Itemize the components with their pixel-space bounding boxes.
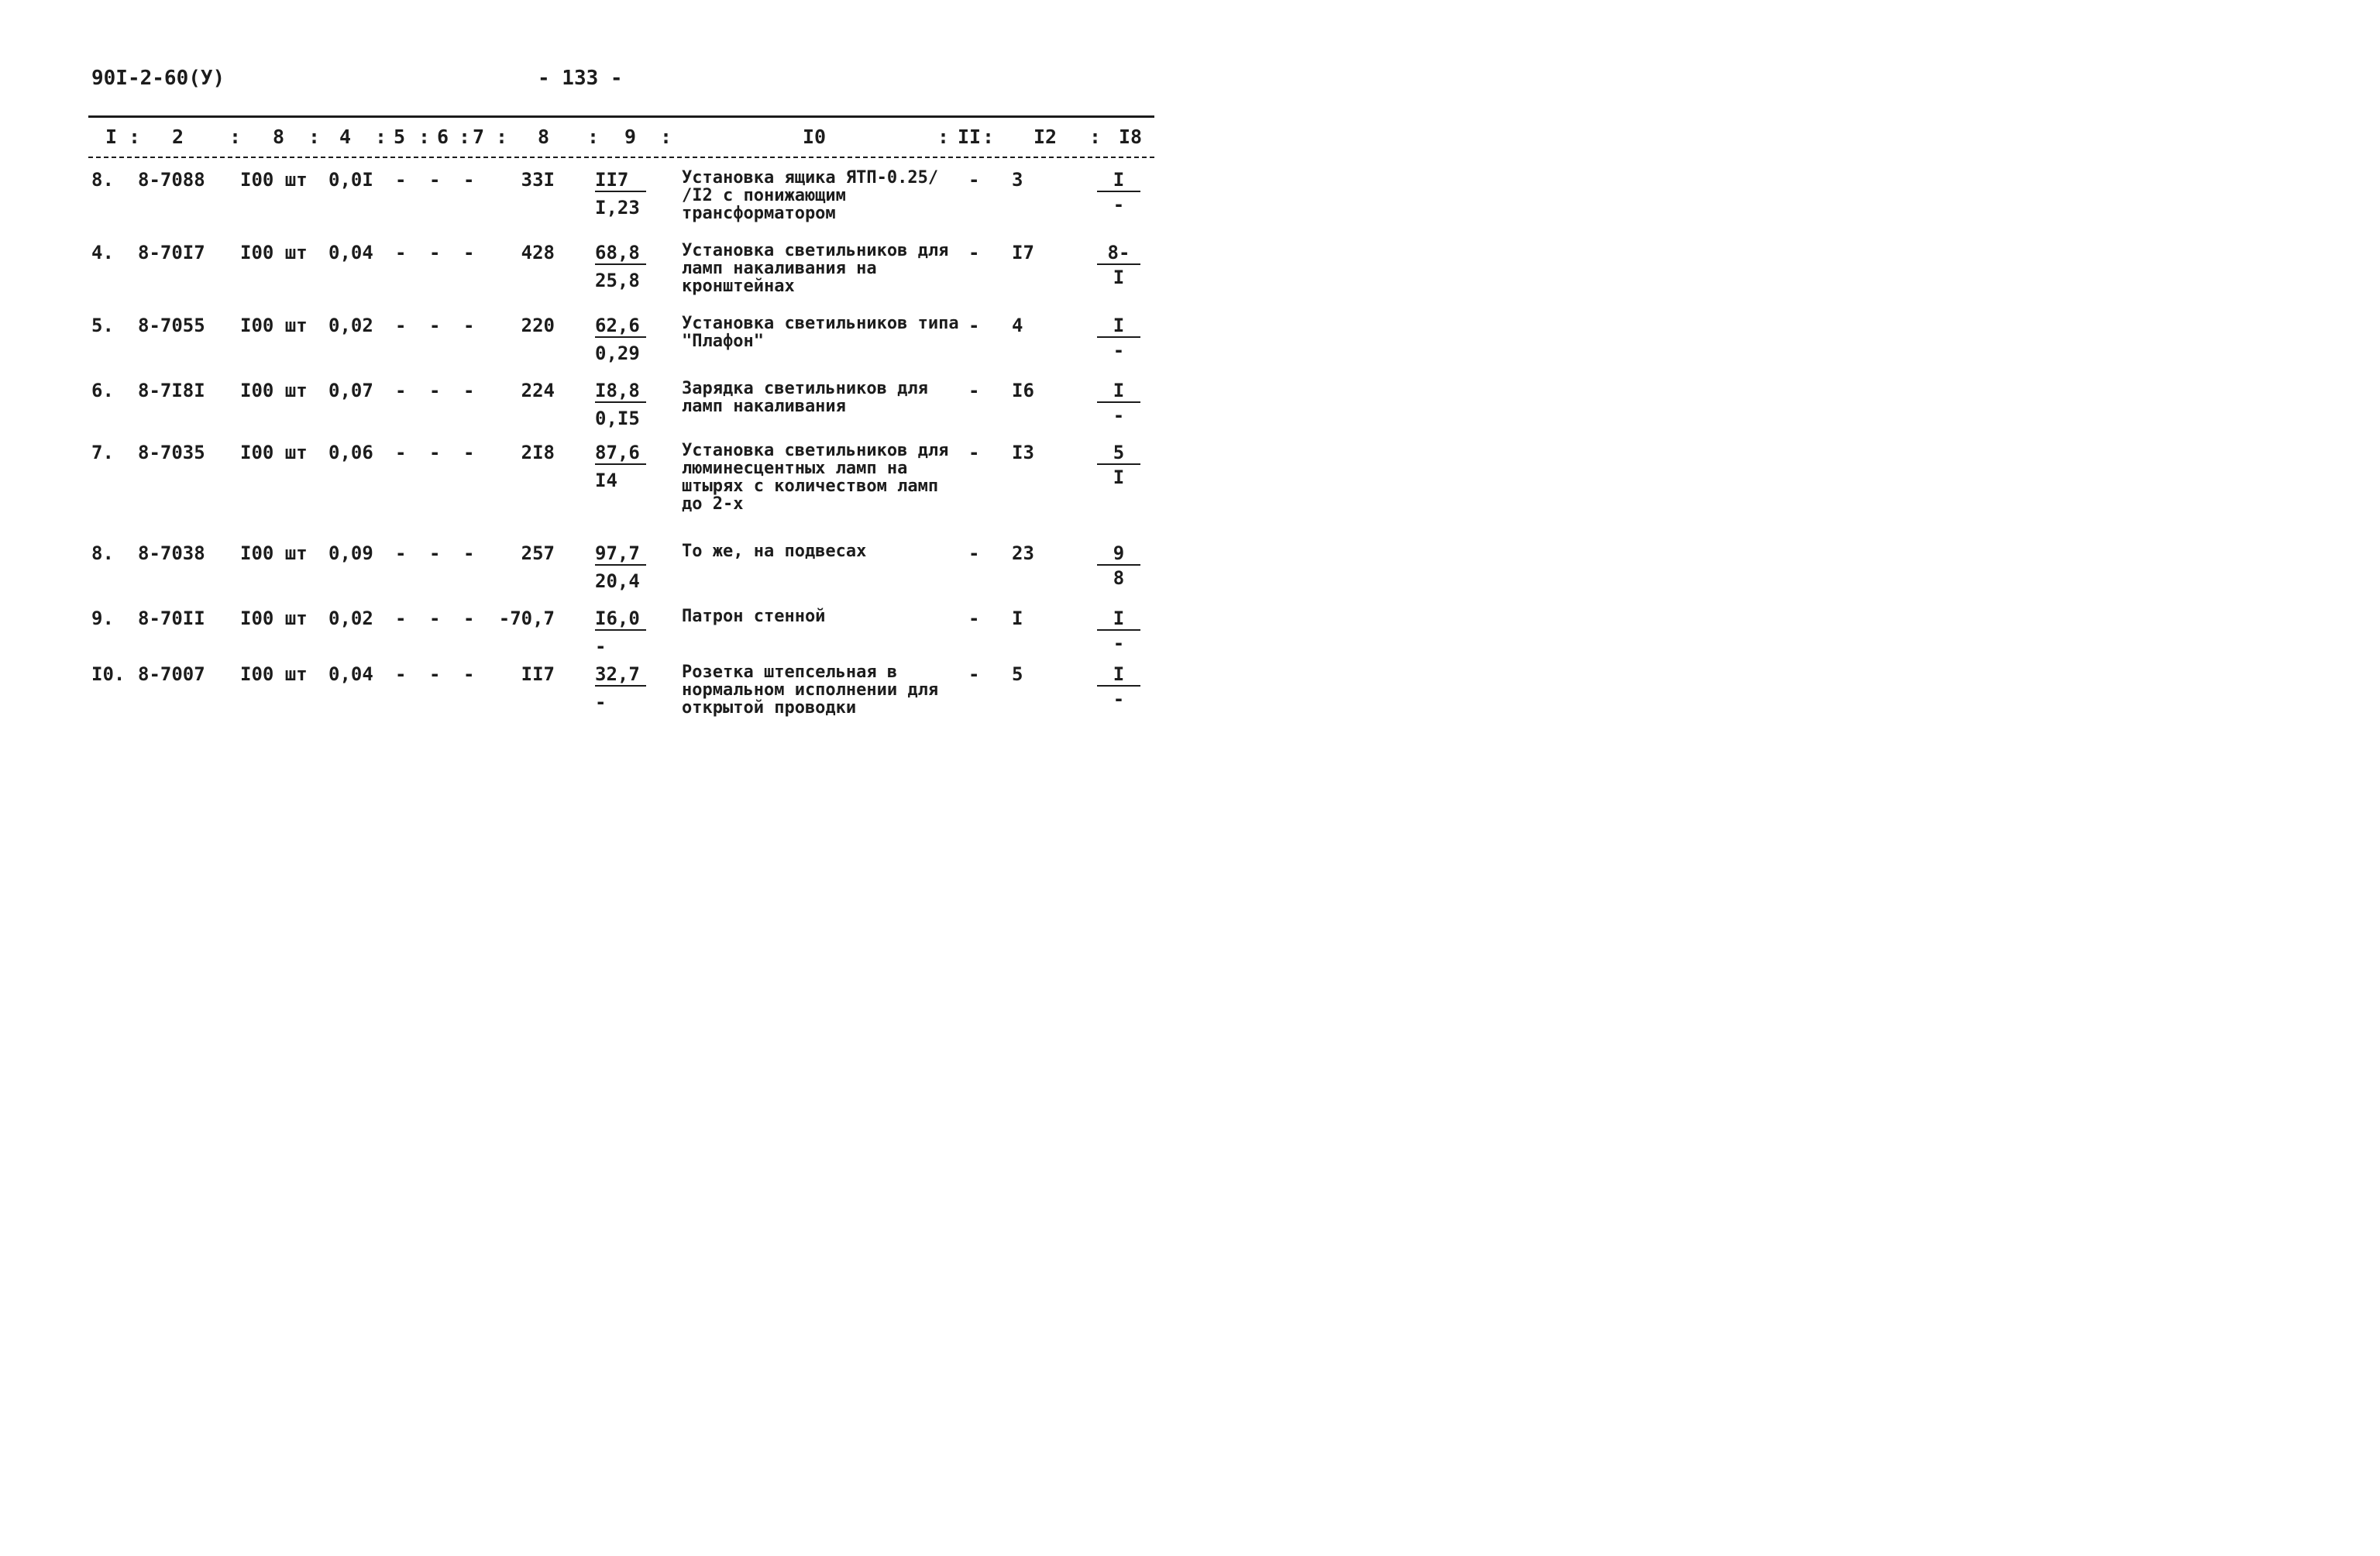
col13-fraction [1097,242,1140,288]
col8-value: 33I [521,169,555,191]
col9-denominator: 20,4 [595,570,640,592]
col-header-4: 4 [339,126,352,148]
col-sep: : [982,126,995,148]
rate-code: 8-70I7 [138,242,205,263]
col13-numerator: 9 [1097,542,1140,566]
col6-value: - [429,169,441,191]
col13-numerator: 8- [1097,242,1140,265]
col-header-12: I2 [1034,126,1058,148]
col7-value: - [463,608,475,629]
col13-fraction [1097,542,1140,589]
col8-value: 428 [521,242,555,263]
unit: I00 шт [240,380,308,401]
col7-value: - [463,442,475,463]
col5-value: - [395,242,407,263]
col13-denominator: 8 [1113,567,1125,589]
col-sep: : [937,126,950,148]
col11-value: - [968,242,980,263]
col12-value: 3 [1012,169,1023,191]
col9-numerator: I6,0 [595,608,646,631]
col9-denominator: 0,I5 [595,408,640,429]
col9-denominator: 0,29 [595,343,640,364]
row-number: 7. [91,442,114,463]
col7-value: - [463,169,475,191]
rate-code: 8-70II [138,608,205,629]
col8-value: 220 [521,315,555,336]
col9-denominator: - [595,691,607,713]
quantity: 0,04 [328,242,373,263]
col13-numerator: I [1097,315,1140,338]
col9-fraction [595,663,651,713]
col-sep: : [418,126,431,148]
quantity: 0,09 [328,542,373,564]
col9-denominator: I,23 [595,197,640,219]
description: Зарядка светильников для ламп накаливания [682,379,928,416]
unit: I00 шт [240,242,308,263]
row-number: 8. [91,542,114,564]
col-header-2: 2 [172,126,184,148]
col9-denominator: I4 [595,470,617,491]
col12-value: 23 [1012,542,1034,564]
col-header-10: I0 [803,126,827,148]
quantity: 0,07 [328,380,373,401]
col-sep: : [459,126,471,148]
row-number: 5. [91,315,114,336]
unit: I00 шт [240,442,308,463]
col12-value: I [1012,608,1023,629]
col-sep: : [308,126,321,148]
col12-value: I3 [1012,442,1034,463]
col7-value: - [463,663,475,685]
col5-value: - [395,608,407,629]
unit: I00 шт [240,663,308,685]
col13-fraction [1097,608,1140,654]
col6-value: - [429,380,441,401]
col5-value: - [395,542,407,564]
col8-value: 257 [521,542,555,564]
description: Установка светильников типа "Плафон" [682,314,959,351]
col9-fraction [595,380,651,429]
col-header-8: 8 [538,126,550,148]
col13-fraction [1097,315,1140,361]
col13-numerator: 5 [1097,442,1140,465]
col12-value: I6 [1012,380,1034,401]
description: Установка светильников для люминесцентных ламп на штырях с количеством ламп до 2-х [682,441,949,514]
col-header-1: I [105,126,118,148]
col13-numerator: I [1097,608,1140,631]
col-sep: : [375,126,387,148]
col7-value: - [463,542,475,564]
col12-value: 5 [1012,663,1023,685]
col13-denominator: - [1113,404,1125,426]
col8-value: II7 [521,663,555,685]
header-rule-bottom [88,157,1154,158]
col8-value: 224 [521,380,555,401]
col12-value: I7 [1012,242,1034,263]
col5-value: - [395,315,407,336]
unit: I00 шт [240,608,308,629]
col13-denominator: - [1113,632,1125,654]
col13-denominator: I [1113,466,1125,488]
col9-numerator: 32,7 [595,663,646,687]
col9-numerator: 62,6 [595,315,646,338]
col9-fraction [595,169,651,219]
col-sep: : [129,126,141,148]
col9-numerator: 97,7 [595,542,646,566]
col8-value: 2I8 [521,442,555,463]
description: Патрон стенной [682,607,826,626]
quantity: 0,02 [328,315,373,336]
col13-denominator: - [1113,688,1125,710]
col7-value: - [463,315,475,336]
col-header-6: 6 [437,126,449,148]
col9-denominator: - [595,635,607,657]
col6-value: - [429,663,441,685]
col-sep: : [660,126,672,148]
col-sep: : [496,126,508,148]
unit: I00 шт [240,542,308,564]
col7-value: - [463,242,475,263]
row-number: 9. [91,608,114,629]
col13-fraction [1097,169,1140,215]
row-number: I0. [91,663,126,685]
col9-numerator: I8,8 [595,380,646,403]
col-sep: : [587,126,600,148]
rate-code: 8-7007 [138,663,205,685]
col9-fraction [595,608,651,657]
row-number: 8. [91,169,114,191]
col13-denominator: I [1113,267,1125,288]
col9-numerator: 68,8 [595,242,646,265]
page-number: - 133 - [538,67,623,90]
col6-value: - [429,442,441,463]
col12-value: 4 [1012,315,1023,336]
col13-fraction [1097,663,1140,710]
col9-fraction [595,542,651,592]
rate-code: 8-7I8I [138,380,205,401]
col5-value: - [395,380,407,401]
col11-value: - [968,663,980,685]
col9-fraction [595,242,651,291]
col13-numerator: I [1097,663,1140,687]
rate-code: 8-7055 [138,315,205,336]
col8-value: -70,7 [498,608,555,629]
col5-value: - [395,442,407,463]
col-sep: : [1089,126,1102,148]
rate-code: 8-7088 [138,169,205,191]
col7-value: - [463,380,475,401]
rate-code: 8-7038 [138,542,205,564]
col13-denominator: - [1113,194,1125,215]
col-header-9: 9 [624,126,637,148]
col6-value: - [429,315,441,336]
col6-value: - [429,608,441,629]
col9-numerator: 87,6 [595,442,646,465]
col-header-11: II [958,126,982,148]
col5-value: - [395,663,407,685]
row-number: 4. [91,242,114,263]
quantity: 0,02 [328,608,373,629]
col11-value: - [968,169,980,191]
col9-fraction [595,315,651,364]
quantity: 0,04 [328,663,373,685]
col11-value: - [968,380,980,401]
document-code: 90I-2-60(У) [91,67,225,90]
col13-numerator: I [1097,169,1140,192]
col9-denominator: 25,8 [595,270,640,291]
col-header-5: 5 [394,126,406,148]
col-header-13: I8 [1119,126,1143,148]
col-header-3: 8 [273,126,285,148]
col11-value: - [968,608,980,629]
rate-code: 8-7035 [138,442,205,463]
col9-numerator: II7 [595,169,646,192]
col13-numerator: I [1097,380,1140,403]
col9-fraction [595,442,651,491]
col-sep: : [229,126,242,148]
quantity: 0,0I [328,169,373,191]
col6-value: - [429,542,441,564]
col13-denominator: - [1113,339,1125,361]
col11-value: - [968,315,980,336]
description: То же, на подвесах [682,542,867,561]
description: Розетка штепсельная в нормальном исполнении для открытой проводки [682,663,939,718]
col6-value: - [429,242,441,263]
col13-fraction [1097,380,1140,426]
col5-value: - [395,169,407,191]
header-rule-top [88,115,1154,118]
col11-value: - [968,542,980,564]
col13-fraction [1097,442,1140,488]
quantity: 0,06 [328,442,373,463]
unit: I00 шт [240,315,308,336]
col11-value: - [968,442,980,463]
col-header-7: 7 [473,126,485,148]
unit: I00 шт [240,169,308,191]
description: Установка светильников для ламп накаливания на кронштейнах [682,241,949,296]
description: Установка ящика ЯТП-0.25/ /I2 с понижающим трансформатором [682,168,939,223]
row-number: 6. [91,380,114,401]
